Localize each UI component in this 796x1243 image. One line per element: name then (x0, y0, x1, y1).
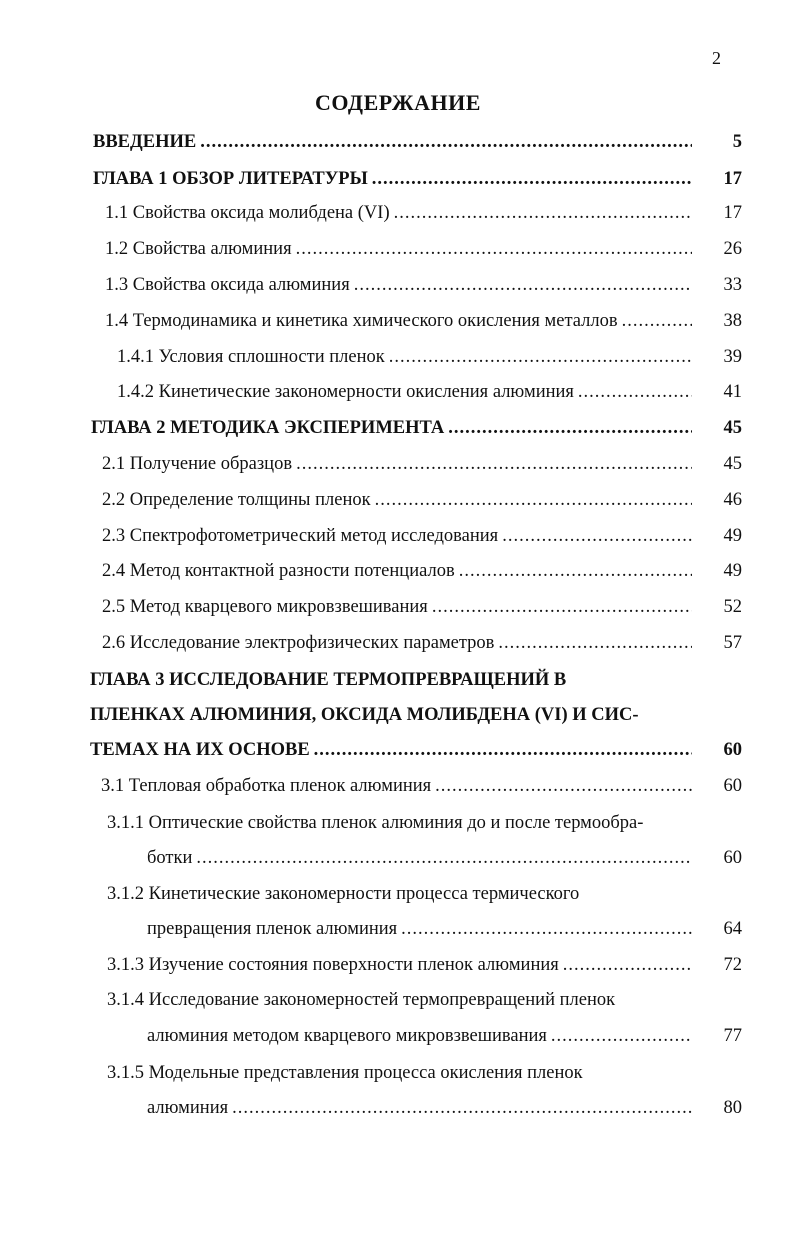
toc-entry-page: 39 (723, 347, 742, 367)
toc-entry-title: 2.1 Получение образцов (102, 454, 293, 474)
dot-leader (375, 490, 692, 511)
toc-entry[interactable] (147, 1098, 742, 1124)
toc-entry[interactable] (102, 633, 742, 659)
toc-entry[interactable] (107, 955, 742, 981)
dot-leader (432, 597, 692, 618)
toc-entry[interactable] (93, 132, 742, 158)
toc-entry-title: ТЕМАХ НА ИХ ОСНОВЕ (90, 740, 310, 760)
toc-entry-page: 60 (723, 740, 742, 760)
toc-entry-page: 77 (723, 1026, 742, 1046)
toc-entry[interactable] (102, 561, 742, 587)
toc-entry-page: 60 (723, 848, 742, 868)
dot-leader (200, 132, 692, 153)
dot-leader (354, 275, 692, 296)
dot-leader (459, 561, 692, 582)
dot-leader (232, 1098, 692, 1119)
toc-entry-title: 3.1 Тепловая обработка пленок алюминия (101, 776, 432, 796)
toc-entry-title: 2.5 Метод кварцевого микровзвешивания (102, 597, 428, 617)
toc-entry[interactable] (91, 418, 742, 444)
toc-entry-page: 17 (723, 169, 742, 189)
toc-entry-page: 17 (723, 203, 742, 223)
toc-entry[interactable] (102, 526, 742, 552)
toc-entry-page: 45 (723, 418, 742, 438)
toc-entry[interactable] (105, 311, 742, 337)
toc-entry-page: 52 (723, 597, 742, 617)
toc-entry-title: 1.3 Свойства оксида алюминия (105, 275, 350, 295)
toc-entry-page: 64 (723, 919, 742, 939)
toc-entry[interactable] (101, 776, 742, 802)
toc-entry-page: 5 (732, 132, 742, 152)
toc-entry[interactable] (147, 919, 742, 945)
toc-entry-title: превращения пленок алюминия (147, 919, 398, 939)
toc-entry-title: 2.4 Метод контактной разности потенциалов (102, 561, 455, 581)
toc-entry[interactable] (90, 740, 742, 766)
page-number: 2 (712, 48, 721, 68)
toc-entry[interactable] (147, 1026, 742, 1052)
toc-entry[interactable] (147, 848, 742, 874)
dot-leader (372, 169, 692, 190)
toc-entry-line: 3.1.2 Кинетические закономерности процесса термического (107, 884, 580, 904)
toc-entry-page: 41 (723, 382, 742, 402)
toc-entry-title: ГЛАВА 1 ОБЗОР ЛИТЕРАТУРЫ (93, 169, 368, 189)
dot-leader (448, 418, 692, 439)
toc-entry-title: алюминия методом кварцевого микровзвешивания (147, 1026, 547, 1046)
dot-leader (394, 203, 692, 224)
toc-entry-page: 49 (723, 526, 742, 546)
toc-entry-title: ВВЕДЕНИЕ (93, 132, 197, 152)
toc-entry-page: 46 (723, 490, 742, 510)
toc-entry-page: 57 (723, 633, 742, 653)
dot-leader (435, 776, 692, 797)
toc-entry-line: ПЛЕНКАХ АЛЮМИНИЯ, ОКСИДА МОЛИБДЕНА (VI) И СИС- (90, 705, 639, 725)
toc-entry-line: 3.1.1 Оптические свойства пленок алюминия до и после термообра- (107, 813, 644, 833)
toc-entry-title: 1.2 Свойства алюминия (105, 239, 292, 259)
toc-entry-title: ГЛАВА 2 МЕТОДИКА ЭКСПЕРИМЕНТА (91, 418, 445, 438)
dot-leader (622, 311, 692, 332)
toc-entry[interactable] (117, 382, 742, 408)
toc-entry-title: 2.6 Исследование электрофизических параметров (102, 633, 495, 653)
toc-entry-title: алюминия (147, 1098, 229, 1118)
toc-entry-page: 33 (723, 275, 742, 295)
toc-entry-title: ботки (147, 848, 193, 868)
toc-entry-title: 1.4.2 Кинетические закономерности окисления алюминия (117, 382, 574, 402)
toc-entry[interactable] (102, 454, 742, 480)
dot-leader (502, 526, 692, 547)
toc-entry-page: 60 (723, 776, 742, 796)
dot-leader (389, 347, 692, 368)
toc-entry[interactable] (117, 347, 742, 373)
dot-leader (314, 740, 692, 761)
toc-entry[interactable] (105, 275, 742, 301)
toc-entry-title: 1.4 Термодинамика и кинетика химического окисления металлов (105, 311, 618, 331)
toc-entry[interactable] (93, 169, 742, 195)
toc-entry-title: 3.1.3 Изучение состояния поверхности пленок алюминия (107, 955, 559, 975)
dot-leader (578, 382, 692, 403)
dot-leader (196, 848, 692, 869)
toc-entry-line: 3.1.4 Исследование закономерностей термопревращений пленок (107, 990, 616, 1010)
toc-entry-page: 38 (723, 311, 742, 331)
page-title: СОДЕРЖАНИЕ (315, 90, 481, 115)
toc-entry-title: 2.2 Определение толщины пленок (102, 490, 371, 510)
dot-leader (551, 1026, 692, 1047)
toc-entry-page: 80 (723, 1098, 742, 1118)
toc-entry-page: 26 (723, 239, 742, 259)
toc-entry[interactable] (102, 490, 742, 516)
toc-entry-title: 2.3 Спектрофотометрический метод исследования (102, 526, 499, 546)
dot-leader (498, 633, 692, 654)
toc-entry[interactable] (105, 203, 742, 229)
toc-entry-page: 49 (723, 561, 742, 581)
toc-entry-title: 1.4.1 Условия сплошности пленок (117, 347, 385, 367)
toc-entry-line: 3.1.5 Модельные представления процесса окисления пленок (107, 1063, 583, 1083)
toc-entry-line: ГЛАВА 3 ИССЛЕДОВАНИЕ ТЕРМОПРЕВРАЩЕНИЙ В (90, 670, 567, 690)
dot-leader (563, 955, 692, 976)
toc-entry[interactable] (102, 597, 742, 623)
dot-leader (296, 239, 692, 260)
toc-entry[interactable] (105, 239, 742, 265)
toc-entry-page: 45 (723, 454, 742, 474)
toc-entry-page: 72 (723, 955, 742, 975)
dot-leader (401, 919, 692, 940)
toc-entry-title: 1.1 Свойства оксида молибдена (VI) (105, 203, 390, 223)
dot-leader (296, 454, 692, 475)
